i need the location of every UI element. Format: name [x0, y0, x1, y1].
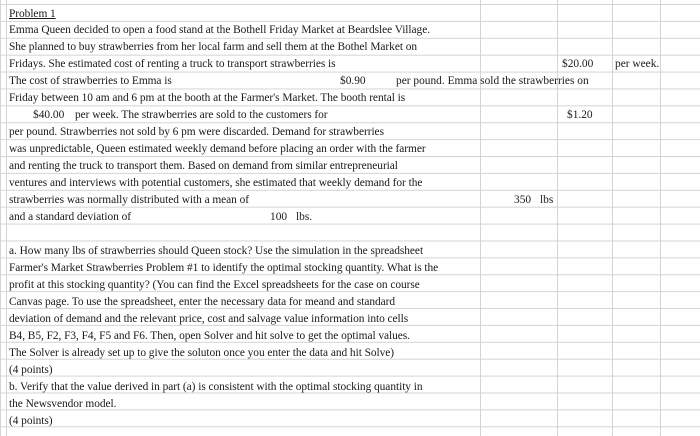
- column-divider: [480, 0, 481, 436]
- problem-line: The cost of strawberries to Emma is: [9, 75, 172, 87]
- problem-line: Emma Queen decided to open a food stand at the Bothell Friday Market at Beardslee Village.: [9, 24, 430, 36]
- part-a-points: (4 points): [9, 364, 53, 376]
- problem-line: She planned to buy strawberries from her local farm and sell them at the Bothel Market on: [9, 41, 418, 53]
- truck-cost-value: $20.00: [562, 58, 594, 70]
- column-divider: [557, 0, 558, 436]
- part-b-line: the Newsvendor model.: [9, 398, 117, 410]
- part-a-line: Farmer's Market Strawberries Problem #1 to identify the optimal stocking quantity. What is the: [9, 262, 439, 274]
- problem-line: ventures and interviews with potential customers, she estimated that weekly demand for the: [9, 177, 423, 189]
- column-divider: [6, 0, 7, 436]
- part-a-line: deviation of demand and the relevant price, cost and salvage value information into cells: [9, 313, 409, 325]
- booth-rental-value: $40.00: [33, 109, 65, 121]
- truck-cost-unit: per week.: [615, 58, 660, 70]
- part-a-line: The Solver is already set up to give the soluton once you enter the data and hit Solve): [9, 347, 395, 359]
- part-a-line: a. How many lbs of strawberries should Queen stock? Use the simulation in the spreadsheet: [9, 245, 424, 257]
- problem-line: Friday between 10 am and 6 pm at the booth at the Farmer's Market. The booth rental is: [9, 92, 406, 104]
- part-a-line: profit at this stocking quantity? (You can find the Excel spreadsheets for the case on course: [9, 279, 420, 291]
- problem-line: per pound. Strawberries not sold by 6 pm were discarded. Demand for strawberries: [9, 126, 384, 138]
- part-a-line: B4, B5, F2, F3, F4, F5 and F6. Then, open Solver and hit solve to get the optimal values.: [9, 330, 410, 342]
- problem-line: and a standard deviation of: [9, 211, 132, 223]
- part-b-line: b. Verify that the value derived in part (a) is consistent with the optimal stocking quantity in: [9, 381, 423, 393]
- part-b-points: (4 points): [9, 415, 53, 427]
- std-dev-unit: lbs.: [296, 211, 313, 223]
- sell-price-value: $1.20: [567, 109, 593, 121]
- problem-title: Problem 1: [9, 8, 56, 20]
- std-dev-value: 100: [270, 211, 288, 223]
- part-a-line: Canvas page. To use the spreadsheet, enter the necessary data for meand and standard: [9, 296, 396, 308]
- problem-line: strawberries was normally distributed with a mean of: [9, 194, 250, 206]
- column-divider: [660, 0, 661, 436]
- strawberry-cost-unit: per pound. Emma sold the strawberries on: [396, 75, 589, 87]
- problem-line: was unpredictable, Queen estimated weekly demand before placing an order with the farmer: [9, 143, 426, 155]
- problem-line: per week. The strawberries are sold to the customers for: [75, 109, 328, 121]
- problem-line: and renting the truck to transport them. Based on demand from similar entrepreneurial: [9, 160, 398, 172]
- strawberry-cost-value: $0.90: [340, 75, 366, 87]
- mean-demand-unit: lbs: [540, 194, 554, 206]
- column-divider: [612, 0, 613, 436]
- mean-demand-value: 350: [514, 194, 532, 206]
- problem-line: Fridays. She estimated cost of renting a truck to transport strawberries is: [9, 58, 336, 70]
